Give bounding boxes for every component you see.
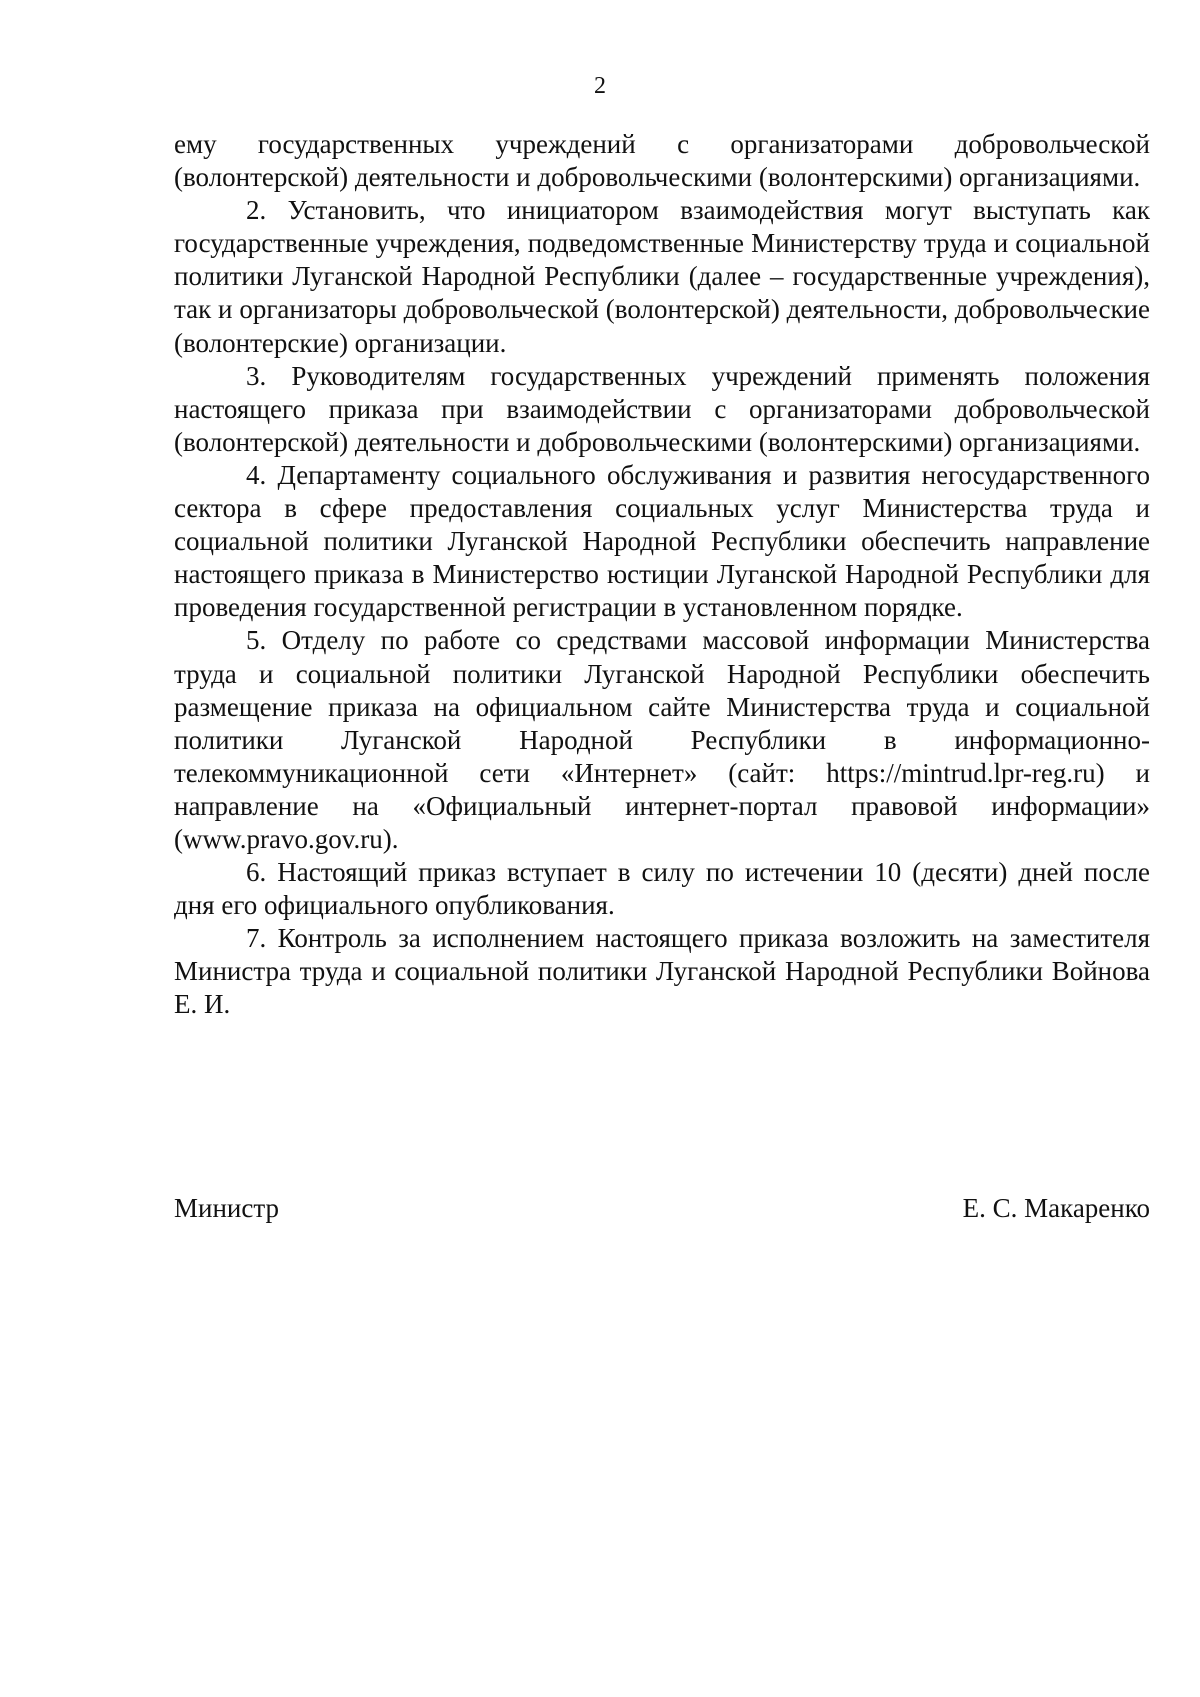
signatory-name: Е. С. Макаренко [962,1193,1150,1223]
paragraph-item-2: 2. Установить, что инициатором взаимодействия могут выступать как государственные учреждения, подведомственные Министерству труда и социальной политики Луганской Народной Республики (далее – государственные учреждения), так и организаторы добровольческой (волонтерской) деятельности, добровольческие (волонтерские) организации. [174,195,1150,358]
paragraph-item-5: 5. Отделу по работе со средствами массовой информации Министерства труда и социальной политики Луганской Народной Республики обеспечить размещение приказа на официальном сайте Министерства труда и социальной политики Луганской Народной Республики в информационно-телекоммуникационной сети «Интернет» (сайт: https://mintrud.lpr-reg.ru) и направление на «Официальный интернет-портал правовой информации» (www.pravo.gov.ru). [174,625,1150,854]
document-body [174,128,1150,1022]
paragraph-item-4: 4. Департаменту социального обслуживания и развития негосударственного сектора в сфере предоставления социальных услуг Министерства труда и социальной политики Луганской Народной Республики обеспечить направление настоящего приказа в Министерство юстиции Луганской Народной Республики для проведения государственной регистрации в установленном порядке. [174,459,1150,623]
paragraph-item-3: 3. Руководителям государственных учреждений применять положения настоящего приказа при взаимодействии с организаторами добровольческой (волонтерской) деятельности и добровольческими (волонтерскими) организациями. [174,360,1150,457]
page-number: 2 [594,73,606,99]
signatory-position: Министр [174,1193,279,1223]
paragraph-continuation: ему государственных учреждений с организаторами добровольческой (волонтерской) деятельности и добровольческими (волонтерскими) организациями. [174,129,1150,193]
paragraph-item-7: 7. Контроль за исполнением настоящего приказа возложить на заместителя Министра труда и социальной политики Луганской Народной Республики Войнова Е. И. [174,923,1150,1020]
signature-block [174,1192,1150,1225]
paragraph-item-6: 6. Настоящий приказ вступает в силу по истечении 10 (десяти) дней после дня его официального опубликования. [174,857,1150,921]
